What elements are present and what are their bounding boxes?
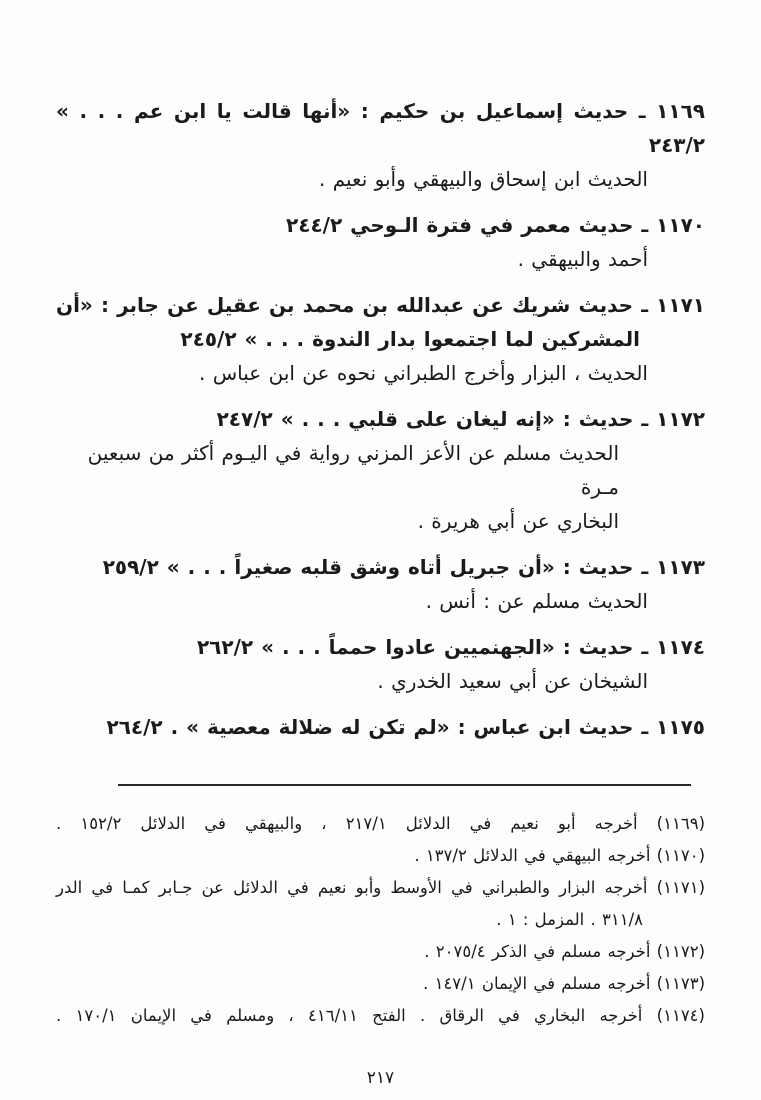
hadith-entry-1174 (56, 630, 705, 698)
hadith-entry-1169 (56, 94, 705, 196)
footnote-1171-continuation: ٣١١/٨ . المزمل : ١ . (496, 910, 643, 929)
footnote-1170: (١١٧٠) أخرجه البيهقي في الدلائل ١٣٧/٢ . (414, 846, 705, 865)
footnote-1171: (١١٧١) أخرجه البزار والطبراني في الأوسط وأبو نعيم في الدلائل عن جـابر كمـا في الدر (56, 878, 705, 897)
hadith-entry-heading: ١١٧٢ ـ حديث : «إنه ليغان على قلبي . . . » ٢٤٧/٢ (216, 407, 705, 431)
hadith-entry-heading: ١١٧٠ ـ حديث معمر في فترة الـوحي ٢٤٤/٢ (286, 213, 705, 237)
footnote-separator (118, 784, 691, 786)
hadith-entry-heading: ١١٧٥ ـ حديث ابن عباس : «لم تكن له ضلالة معصية » . ٢٦٤/٢ (106, 715, 705, 739)
hadith-entry-source-continuation: البخاري عن أبي هريرة . (417, 509, 619, 533)
hadith-entry-heading: ١١٧٣ ـ حديث : «أن جبريل أتاه وشق قلبه صغيراً . . . » ٢٥٩/٢ (102, 555, 705, 579)
hadith-entry-1172 (56, 402, 705, 538)
hadith-index-list (56, 94, 705, 744)
hadith-entry-1171 (56, 288, 705, 390)
hadith-entry-heading-continuation: المشركين لما اجتمعوا بدار الندوة . . . » ٢٤٥/٢ (180, 327, 640, 351)
hadith-entry-1175 (56, 710, 705, 744)
footnotes-section (56, 808, 705, 1032)
footnote-1173: (١١٧٣) أخرجه مسلم في الإيمان ١٤٧/١ . (423, 974, 705, 993)
hadith-entry-heading: ١١٧١ ـ حديث شريك عن عبدالله بن محمد بن عقيل عن جابر : «أن (56, 293, 705, 317)
footnote-1172: (١١٧٢) أخرجه مسلم في الذكر ٢٠٧٥/٤ . (424, 942, 705, 961)
hadith-entry-source: الحديث ابن إسحاق والبيهقي وأبو نعيم . (318, 167, 648, 191)
footnote-1174: (١١٧٤) أخرجه البخاري في الرقاق . الفتح ٤١٦/١١ ، ومسلم في الإيمان ١٧٠/١ . (56, 1006, 705, 1025)
hadith-entry-source: الحديث مسلم عن الأعز المزني رواية في اليـوم أكثر من سبعين مـرة (87, 441, 619, 499)
hadith-entry-heading: ١١٧٤ ـ حديث : «الجهنميين عادوا حمماً . . . » ٢٦٢/٢ (196, 635, 705, 659)
hadith-entry-1170 (56, 208, 705, 276)
footnote-1169: (١١٦٩) أخرجه أبو نعيم في الدلائل ٢١٧/١ ، والبيهقي في الدلائل ١٥٢/٢ . (56, 814, 706, 833)
hadith-entry-source: الحديث ، البزار وأخرج الطبراني نحوه عن ابن عباس . (199, 361, 648, 385)
hadith-entry-source: الشيخان عن أبي سعيد الخدري . (377, 669, 648, 693)
page-number: ٢١٧ (366, 1068, 395, 1088)
hadith-entry-1173 (56, 550, 705, 618)
hadith-entry-source: الحديث مسلم عن : أنس . (425, 589, 648, 613)
hadith-entry-heading: ١١٦٩ ـ حديث إسماعيل بن حكيم : «أنها قالت يا ابن عم . . . » ٢٤٣/٢ (56, 99, 705, 157)
hadith-entry-source: أحمد والبيهقي . (517, 247, 648, 271)
